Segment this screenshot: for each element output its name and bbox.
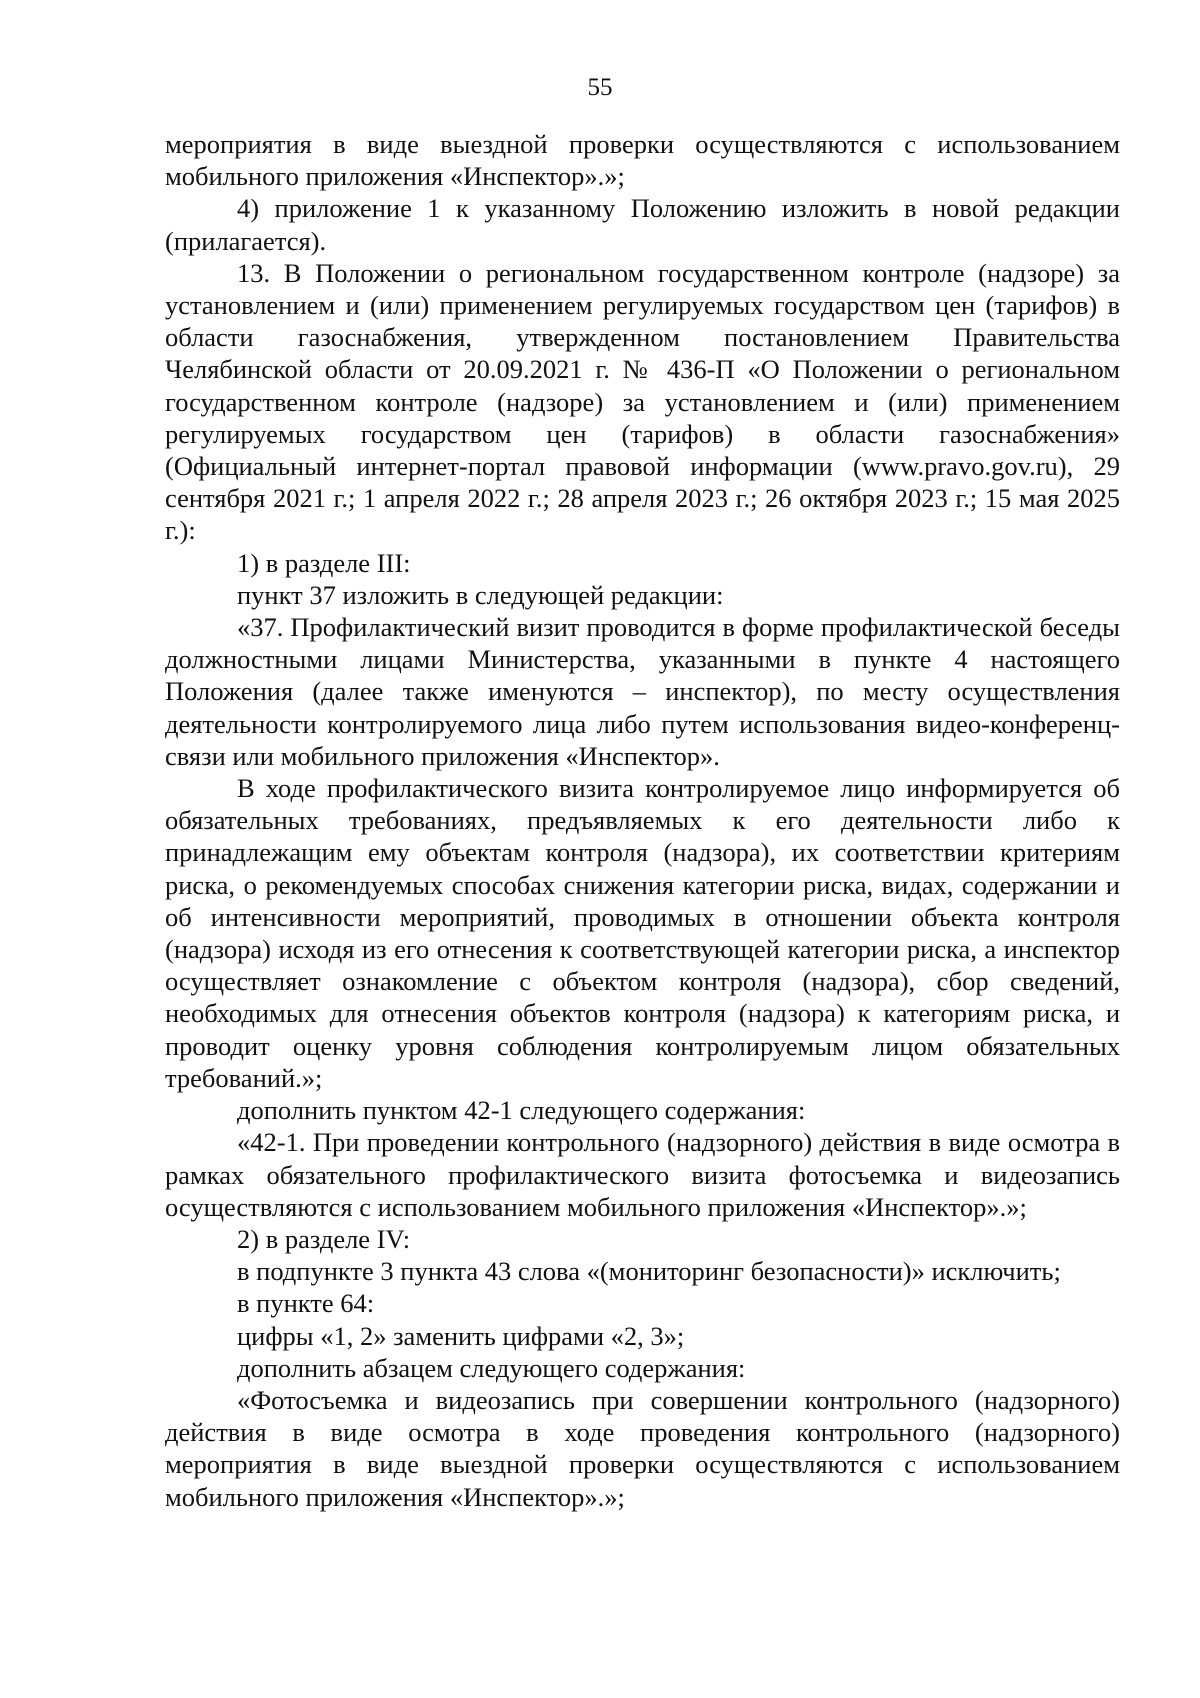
paragraph-continuation: мероприятия в виде выездной проверки осуществляются с использованием мобильного приложения «Инспектор».»; <box>165 129 1120 192</box>
document-body <box>165 128 1120 1513</box>
page-number: 55 <box>587 74 613 101</box>
paragraph-item-4: 4) приложение 1 к указанному Положению изложить в новой редакции (прилагается). <box>165 193 1120 256</box>
paragraph-point-37: «37. Профилактический визит проводится в форме профилактической беседы должностными лицами Министерства, указанными в пункте 4 настоящего Положения (далее также именуются – инспектор), по месту осуществления деятельности контролируемого лица либо путем использования видео-конференц-связи или мобильного приложения «Инспектор». <box>165 612 1120 771</box>
paragraph-photo-video: «Фотосъемка и видеозапись при совершении контрольного (надзорного) действия в виде осмотра в ходе проведения контрольного (надзорного) мероприятия в виде выездной проверки осуществляются с использованием мобильного приложения «Инспектор».»; <box>165 1384 1120 1512</box>
paragraph-add-clause: дополнить абзацем следующего содержания: <box>237 1352 746 1383</box>
paragraph-section-13: 13. В Положении о региональном государственном контроле (надзоре) за установлением и (или) применением регулируемых государством цен (тарифов) в области газоснабжения, утвержденном постановлением Правительства Челябинской области от 20.09.2021 г. № 436-П «О Положении о региональном государственном контроле (надзоре) за установлением и (или) применением регулируемых государством цен (тарифов) в области газоснабжения» (Официальный интернет-портал правовой информации (www.pravo.gov.ru), 29 сентября 2021 г.; 1 апреля 2022 г.; 28 апреля 2023 г.; 26 октября 2023 г.; 15 мая 2025 г.): <box>165 257 1120 546</box>
paragraph-digits-replace: цифры «1, 2» заменить цифрами «2, 3»; <box>237 1320 685 1351</box>
paragraph-point-64: в пункте 64: <box>237 1288 375 1319</box>
paragraph-item-1: 1) в разделе III: <box>237 547 411 578</box>
paragraph-item-2: 2) в разделе IV: <box>237 1223 411 1254</box>
paragraph-point-42-1: «42-1. При проведении контрольного (надзорного) действия в виде осмотра в рамках обязательного профилактического визита фотосъемка и видеозапись осуществляются с использованием мобильного приложения «Инспектор».»; <box>165 1127 1120 1222</box>
paragraph-point-42-1-intro: дополнить пунктом 42-1 следующего содержания: <box>237 1095 806 1126</box>
paragraph-point-43: в подпункте 3 пункта 43 слова «(мониторинг безопасности)» исключить; <box>237 1256 1061 1287</box>
paragraph-point-37-intro: пункт 37 изложить в следующей редакции: <box>237 579 724 610</box>
paragraph-visit-details: В ходе профилактического визита контролируемое лицо информируется об обязательных требованиях, предъявляемых к его деятельности либо к принадлежащим ему объектам контроля (надзора), их соответствии критериям риска, о рекомендуемых способах снижения категории риска, видах, содержании и об интенсивности мероприятий, проводимых в отношении объекта контроля (надзора) исходя из его отнесения к соответствующей категории риска, а инспектор осуществляет ознакомление с объектом контроля (надзора), сбор сведений, необходимых для отнесения объектов контроля (надзора) к категориям риска, и проводит оценку уровня соблюдения контролируемым лицом обязательных требований.»; <box>165 773 1120 1093</box>
